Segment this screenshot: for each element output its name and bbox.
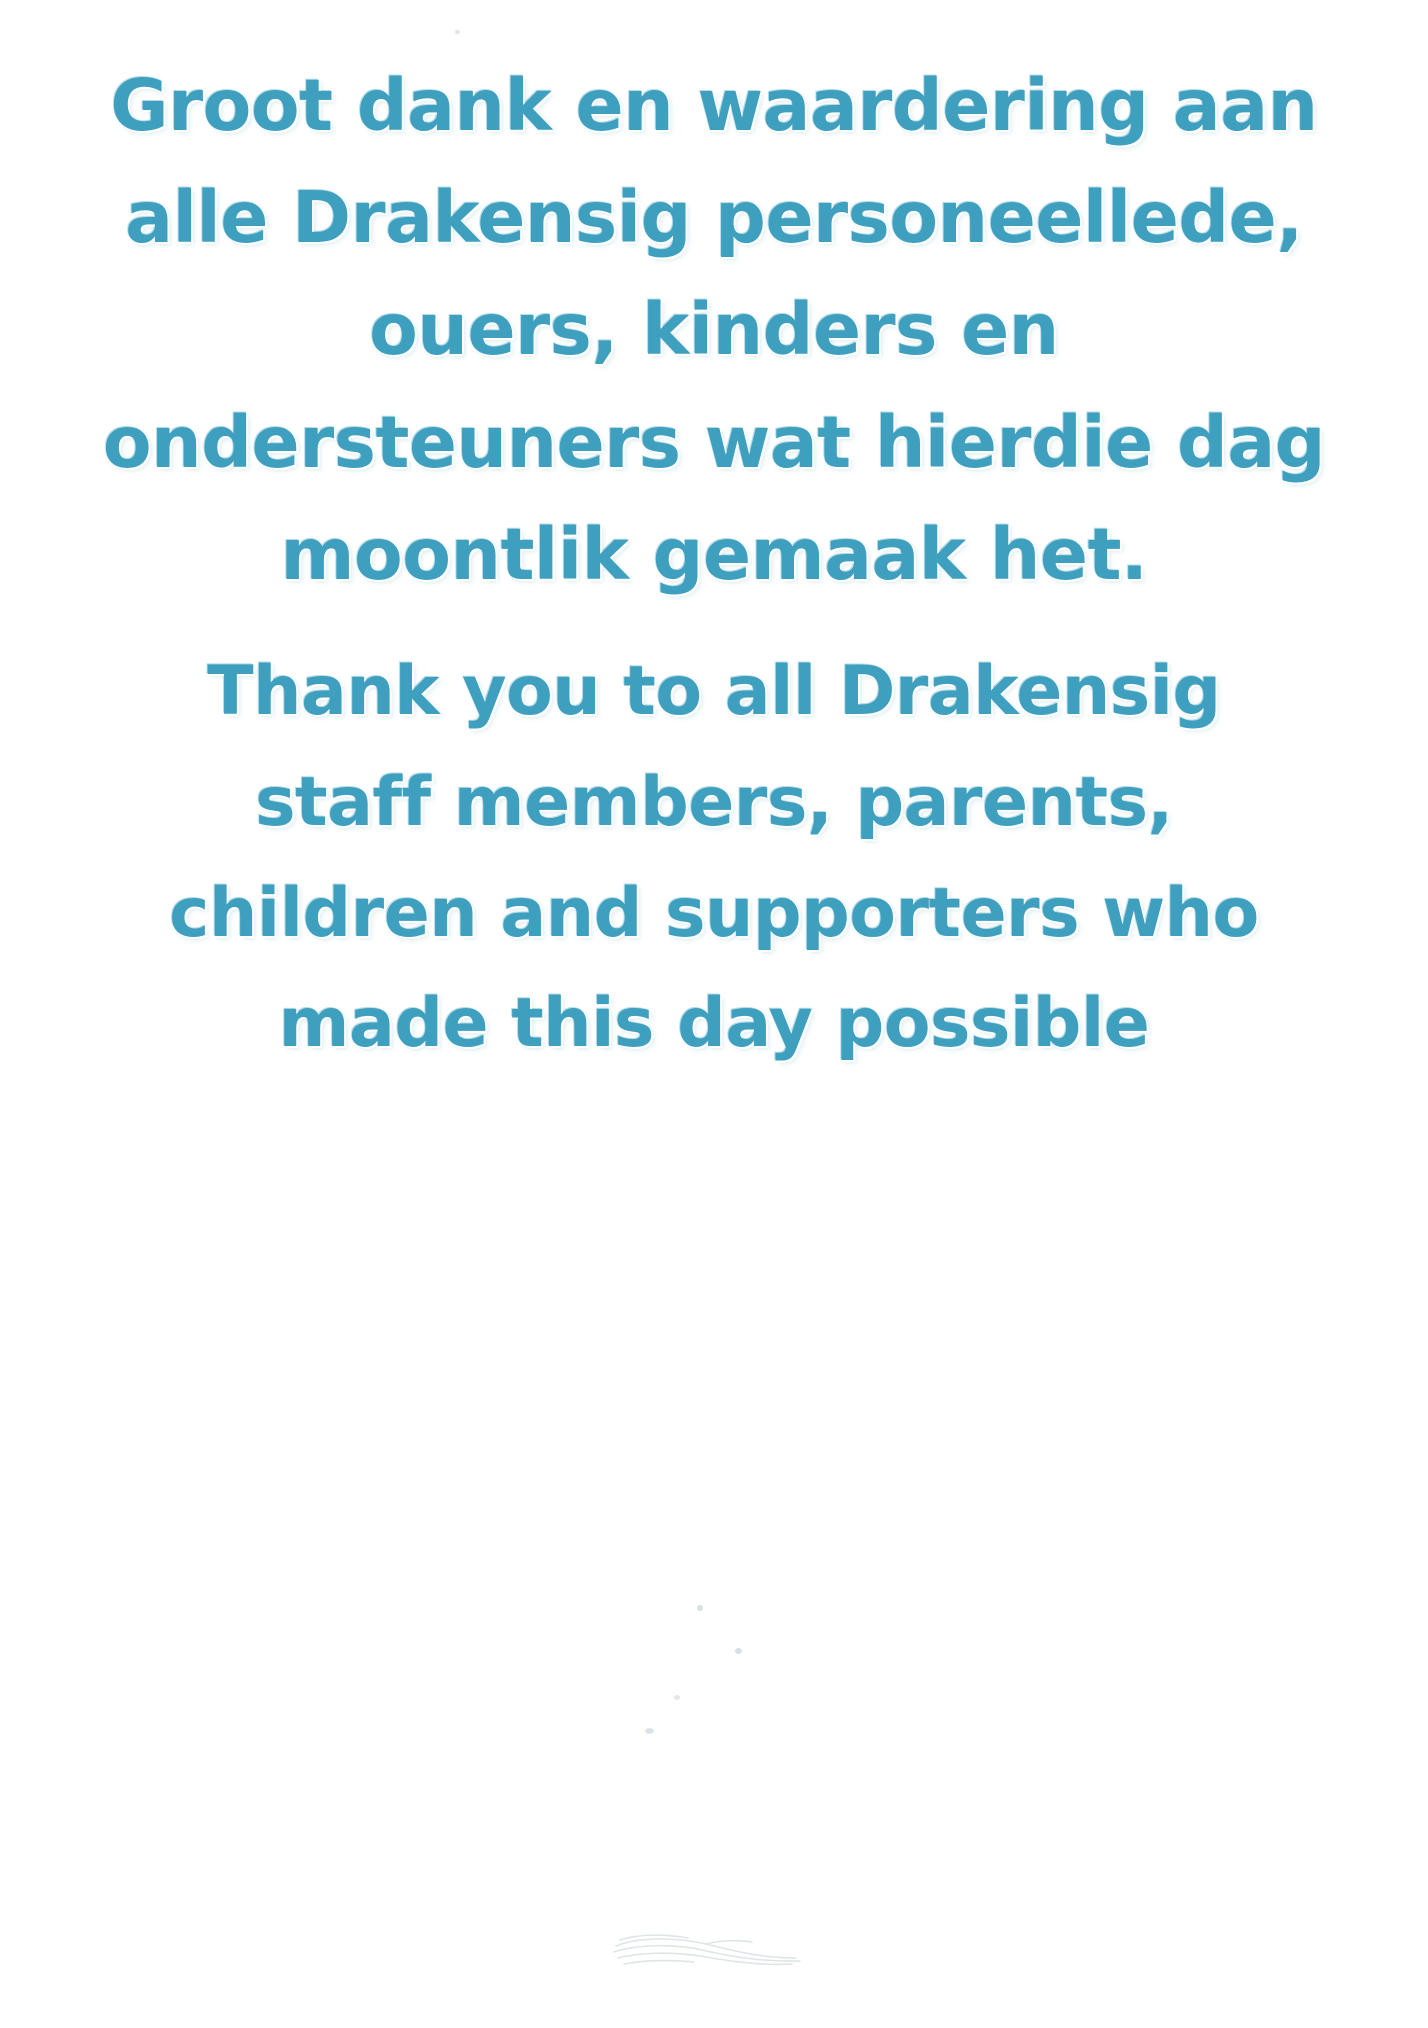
paragraph-line: made this day possible: [278, 984, 1150, 1064]
thank-you-message: [70, 40, 1358, 1080]
paragraph-line: Thank you to all Drakensig: [207, 651, 1221, 731]
paragraph-english: [70, 611, 1358, 1080]
paragraph-line: moontlik gemaak het.: [280, 512, 1148, 596]
paper-speck-mark: [674, 1695, 680, 1700]
paragraph-line: ondersteuners wat hierdie dag: [102, 400, 1326, 484]
paragraph-line: Groot dank en waardering aan: [110, 64, 1318, 147]
paragraph-line: children and supporters who: [169, 873, 1259, 953]
paragraph-afrikaans: [70, 40, 1358, 611]
paper-speck-mark: [455, 30, 460, 34]
paragraph-line: alle Drakensig personeellede,: [125, 176, 1303, 260]
paper-speck-mark: [697, 1605, 703, 1611]
paragraph-line: staff members, parents,: [255, 762, 1173, 842]
pencil-scribble-mark-icon: [610, 1928, 830, 1978]
paragraph-line: ouers, kinders en: [369, 288, 1059, 372]
paper-speck-mark: [645, 1728, 654, 1734]
paper-speck-mark: [735, 1648, 742, 1654]
